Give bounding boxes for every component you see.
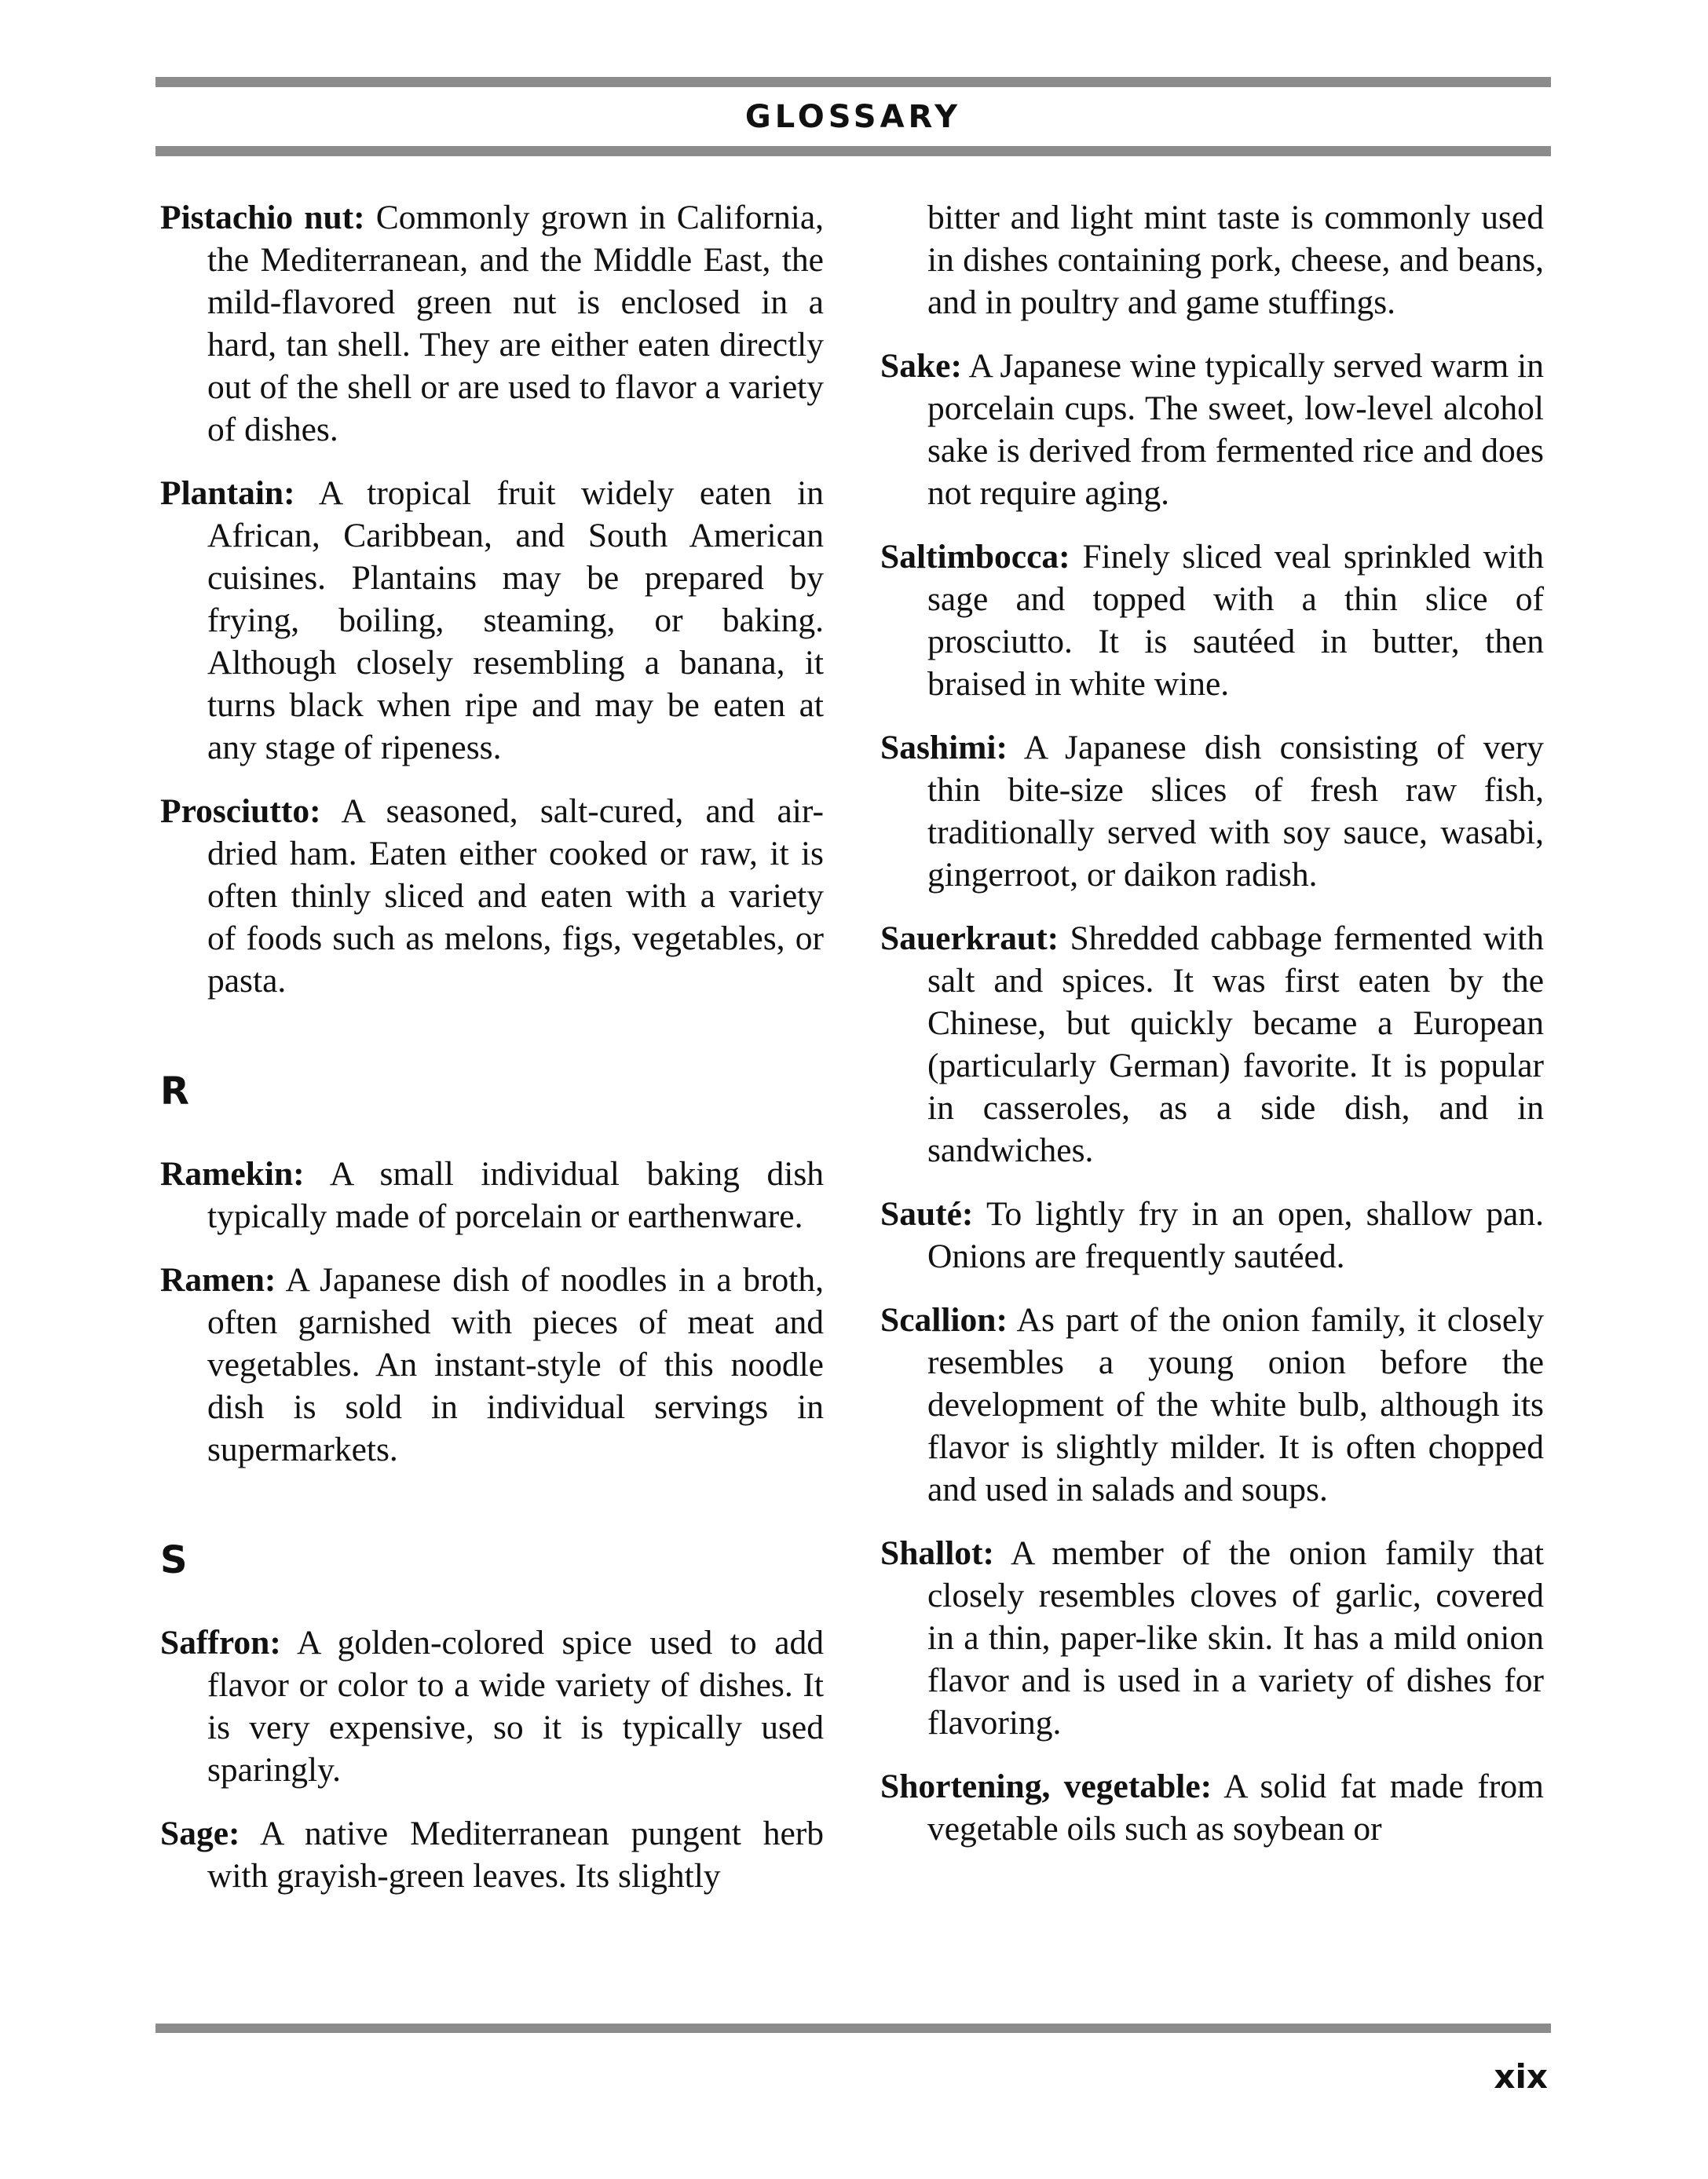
entry-definition: A seasoned, salt-cured, and air-dried ham. Eaten either cooked or raw, it is often thinly sliced and eaten with a variety of foods such as melons, figs, vegetables, or pasta. <box>207 792 824 1000</box>
entry-term: Saltimbocca: <box>880 538 1070 576</box>
right-column <box>880 196 1544 1871</box>
glossary-entry <box>880 726 1544 896</box>
entry-term: Sake: <box>880 347 962 385</box>
entry-term: Sauté: <box>880 1195 974 1233</box>
glossary-entry <box>880 1532 1544 1744</box>
glossary-entry <box>880 1299 1544 1511</box>
glossary-entry <box>880 1765 1544 1850</box>
page-title: GLOSSARY <box>744 99 962 135</box>
entry-term: Saffron: <box>160 1624 281 1662</box>
entry-term: Sashimi: <box>880 729 1008 766</box>
entry-definition: A golden-colored spice used to add flavor or color to a wide variety of dishes. It is very expensive, so it is typically used sparingly. <box>207 1624 824 1789</box>
entry-definition: To lightly fry in an open, shallow pan. Onions are frequently sautéed. <box>927 1195 1544 1275</box>
glossary-entry <box>880 536 1544 705</box>
entry-definition: Shredded cabbage fermented with salt and spices. It was first eaten by the Chinese, but quickly became a European (particularly German) favorite. It is popular in casseroles, as a side dish, and in sandwiches. <box>927 919 1544 1169</box>
entry-definition: A solid fat made from vegetable oils such as soybean or <box>927 1768 1544 1848</box>
entry-definition: As part of the onion family, it closely resembles a young onion before the development of the white bulb, although its flavor is slightly milder. It is often chopped and used in salads and soups. <box>927 1301 1544 1508</box>
left-column <box>160 196 824 1918</box>
glossary-entry <box>880 345 1544 514</box>
entry-term: Plantain: <box>160 474 295 512</box>
entry-term: Pistachio nut: <box>160 199 365 236</box>
entry-definition: A native Mediterranean pungent herb with grayish-green leaves. Its slightly <box>207 1815 824 1895</box>
entry-definition: A member of the onion family that closely resembles cloves of garlic, covered in a thin, paper-like skin. It has a mild onion flavor and is used in a variety of dishes for flavoring. <box>927 1534 1544 1742</box>
entry-definition: A Japanese dish consisting of very thin bite-size slices of fresh raw fish, traditionally served with soy sauce, wasabi, gingerroot, or daikon radish. <box>927 729 1544 894</box>
entry-term: Sauerkraut: <box>880 919 1059 957</box>
entry-term: Ramen: <box>160 1261 276 1299</box>
entry-definition: Commonly grown in California, the Mediterranean, and the Middle East, the mild-flavored green nut is enclosed in a hard, tan shell. They are either eaten directly out of the shell or are used to flavor a variety of dishes. <box>207 199 825 448</box>
entry-term: Ramekin: <box>160 1155 305 1193</box>
glossary-entry <box>880 917 1544 1172</box>
entry-term: Sage: <box>160 1815 240 1852</box>
header-rule-top <box>155 77 1551 87</box>
entry-term: Shortening, vegetable: <box>880 1768 1212 1805</box>
footer-rule <box>155 2024 1551 2033</box>
entry-definition: Finely sliced veal sprinkled with sage and topped with a thin slice of prosciutto. It is sautéed in butter, then braised in white wine. <box>927 538 1544 703</box>
header-rule-bottom <box>155 146 1551 156</box>
glossary-entry <box>160 1259 824 1471</box>
entry-definition: A Japanese dish of noodles in a broth, often garnished with pieces of meat and vegetables. An instant-style of this noodle dish is sold in individual servings in supermarkets. <box>207 1261 824 1468</box>
glossary-entry <box>880 1193 1544 1278</box>
entry-term: Shallot: <box>880 1534 995 1572</box>
glossary-entry <box>160 1812 824 1897</box>
entry-term: Prosciutto: <box>160 792 321 830</box>
glossary-entry <box>160 1621 824 1791</box>
glossary-entry <box>160 790 824 1002</box>
glossary-entry <box>160 1153 824 1238</box>
entry-definition: A small individual baking dish typically made of porcelain or earthenware. <box>207 1155 824 1235</box>
entry-definition: A tropical fruit widely eaten in African, Caribbean, and South American cuisines. Plantains may be prepared by frying, boiling, steaming, or baking. Although closely resembling a banana, it turns black when ripe and may be eaten at any stage of ripeness. <box>207 474 824 766</box>
entry-term: Scallion: <box>880 1301 1008 1339</box>
section-letter-r: R <box>160 1069 189 1113</box>
page-number: xix <box>1494 2057 1548 2096</box>
glossary-entry-continuation: bitter and light mint taste is commonly used in dishes containing pork, cheese, and beans, and in poultry and game stuffings. <box>927 199 1544 321</box>
section-letter-s: S <box>160 1538 188 1582</box>
glossary-entry <box>160 196 824 451</box>
glossary-entry <box>160 472 824 769</box>
entry-definition: A Japanese wine typically served warm in porcelain cups. The sweet, low-level alcohol sake is derived from fermented rice and does not require aging. <box>927 347 1544 512</box>
